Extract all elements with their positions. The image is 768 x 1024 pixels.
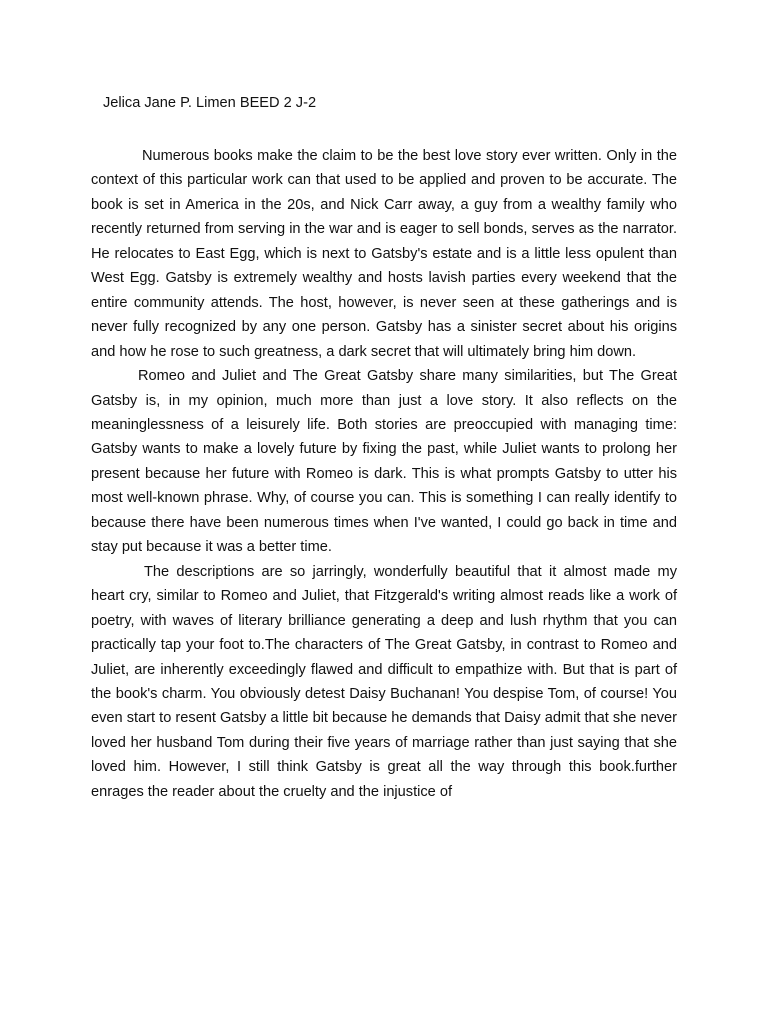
essay-body: [91, 144, 677, 804]
paragraph-1: Numerous books make the claim to be the best love story ever written. Only in the context of this particular work can that used to be applied and proven to be accurate. The book is set in America in the 20s, and Nick Carr away, a guy from a wealthy family who recently returned from serving in the war and is eager to sell bonds, serves as the narrator. He relocates to East Egg, which is next to Gatsby's estate and is a little less opulent than West Egg. Gatsby is extremely wealthy and hosts lavish parties every weekend that the entire community attends. The host, however, is never seen at these gatherings and is never fully recognized by any one person. Gatsby has a sinister secret about his origins and how he rose to such greatness, a dark secret that will ultimately bring him down.: [91, 148, 677, 360]
author-header: Jelica Jane P. Limen BEED 2 J-2: [103, 95, 317, 111]
paragraph-2: Romeo and Juliet and The Great Gatsby share many similarities, but The Great Gatsby is, in my opinion, much more than just a love story. It also reflects on the meaninglessness of a leisurely life. Both stories are preoccupied with managing time: Gatsby wants to make a lovely future by fixing the past, while Juliet wants to prolong her present because her future with Romeo is dark. This is what prompts Gatsby to utter his most well-known phrase. Why, of course you can. This is something I can really identify to because there have been numerous times when I've wanted, I could go back in time and stay put because it was a better time.: [91, 368, 677, 556]
paragraph-3: The descriptions are so jarringly, wonderfully beautiful that it almost made my heart cry, similar to Romeo and Juliet, that Fitzgerald's writing almost reads like a work of poetry, with waves of literary brilliance generating a deep and lush rhythm that you can practically tap your foot to.The characters of The Great Gatsby, in contrast to Romeo and Juliet, are inherently exceedingly flawed and difficult to empathize with. But that is part of the book's charm. You obviously detest Daisy Buchanan! You despise Tom, of course! You even start to resent Gatsby a little bit because he demands that Daisy admit that she never loved her husband Tom during their five years of marriage rather than just saying that she loved him. However, I still think Gatsby is great all the way through this book.further enrages the reader about the cruelty and the injustice of: [91, 563, 677, 800]
